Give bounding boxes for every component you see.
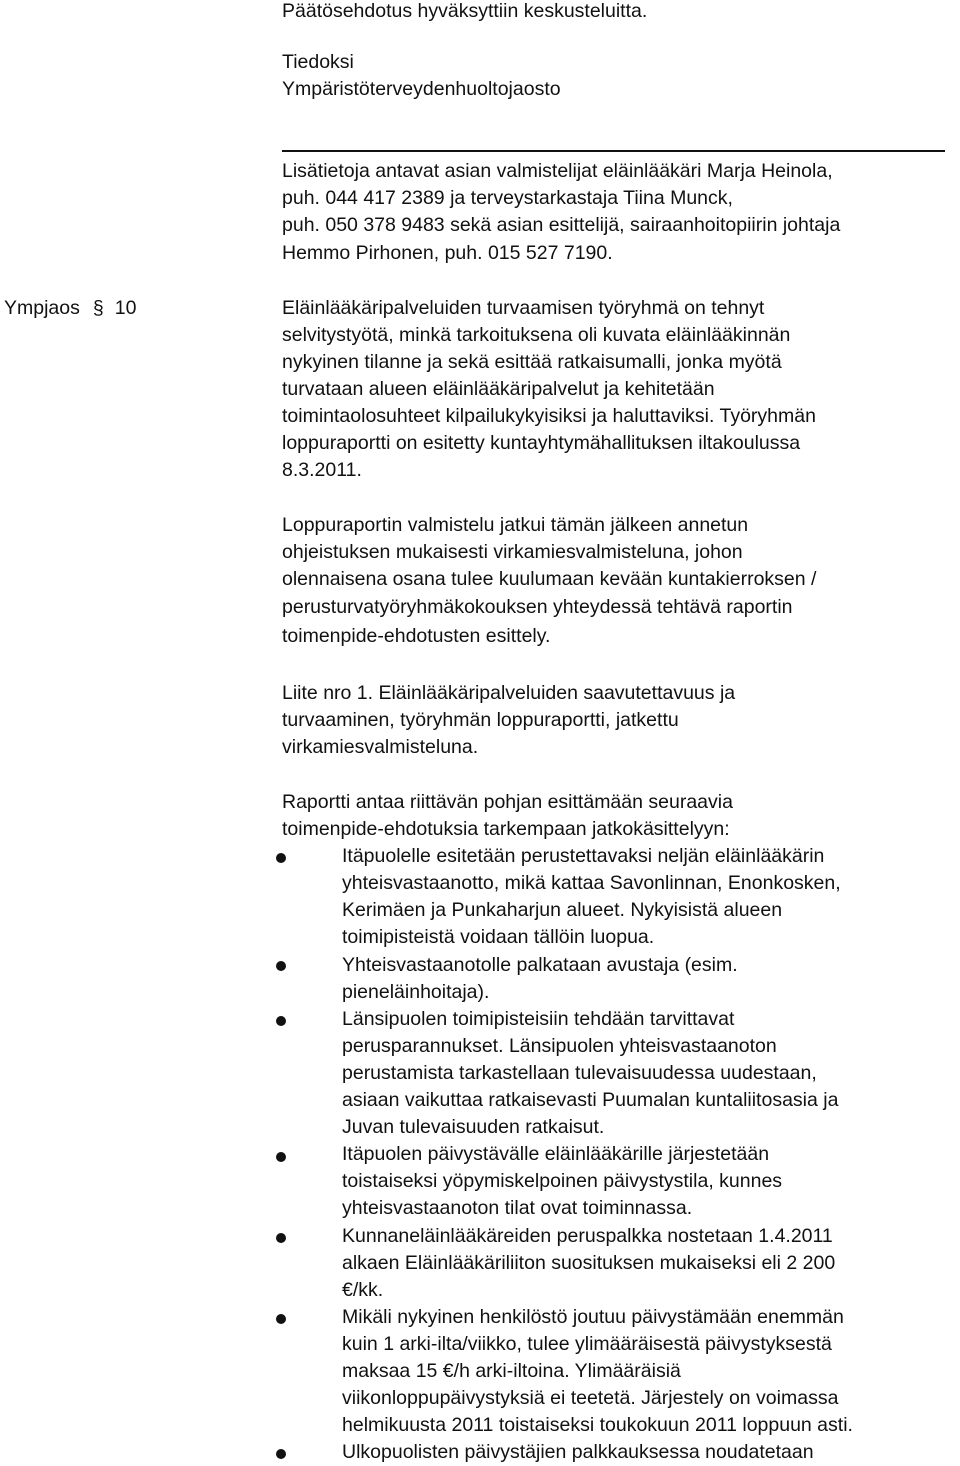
list-item-line: toistaiseksi yöpymiskelpoinen päivystystila, kunnes [342,1170,783,1192]
body-line: 8.3.2011. [282,459,362,481]
section-heading [4,295,136,322]
bullet-icon [276,1016,286,1026]
body-line: nykyinen tilanne ja sekä esittää ratkaisumalli, jonka myötä [282,351,782,373]
list-item-line: pieneläinhoitaja). [342,981,490,1003]
contact-line: Lisätietoja antavat asian valmistelijat eläinlääkäri Marja Heinola, [282,160,833,182]
body-line: toimintaolosuhteet kilpailukykyisiksi ja haluttaviksi. Työryhmän [282,405,816,427]
decision-text: Päätösehdotus hyväksyttiin keskusteluitta. [282,0,648,22]
list-item-line: kuin 1 arki-ilta/viikko, tulee ylimääräisestä päivystyksestä [342,1333,832,1355]
list-item-line: toimipisteistä voidaan tällöin luopua. [342,926,655,948]
body-line: turvaaminen, työryhmän loppuraportti, jatkettu [282,709,679,731]
list-item-line: asiaan vaikuttaa ratkaisevasti Puumalan kuntaliitosasia ja [342,1089,839,1111]
body-line: toimenpide-ehdotuksia tarkempaan jatkokäsittelyyn: [282,818,730,840]
body-line: perusturvatyöryhmäkokouksen yhteydessä tehtävä raportin [282,596,793,618]
body-line: virkamiesvalmisteluna. [282,736,479,758]
list-item-line: Itäpuolelle esitetään perustettavaksi neljän eläinlääkärin [342,845,825,867]
body-line: Liite nro 1. Eläinlääkäripalveluiden saavutettavuus ja [282,682,736,704]
list-item-line: helmikuusta 2011 toistaiseksi toukokuun 2011 loppuun asti. [342,1414,853,1436]
body-line: Loppuraportin valmistelu jatkui tämän jälkeen annetun [282,514,749,536]
contact-line: puh. 044 417 2389 ja terveystarkastaja Tiina Munck, [282,187,733,209]
bullet-icon [276,1314,286,1324]
contact-line: puh. 050 378 9483 sekä asian esittelijä, sairaanhoitopiirin johtaja [282,214,841,236]
list-item-line: viikonloppupäivystyksiä ei teetetä. Järjestely on voimassa [342,1387,839,1409]
list-item-line: alkaen Eläinlääkäriliiton suosituksen mukaiseksi eli 2 200 [342,1252,836,1274]
info-label: Tiedoksi [282,51,354,73]
section-number: 10 [114,297,137,319]
list-item-line: Yhteisvastaanotolle palkataan avustaja (esim. [342,954,738,976]
list-item-line: Kerimäen ja Punkaharjun alueet. Nykyisistä alueen [342,899,783,921]
body-line: toimenpide-ehdotusten esittely. [282,625,551,647]
section-sign: § [92,297,104,319]
list-item-line: Itäpuolen päivystävälle eläinlääkärille järjestetään [342,1143,770,1165]
contact-line: Hemmo Pirhonen, puh. 015 527 7190. [282,242,613,264]
list-item-line: Juvan tulevaisuuden ratkaisut. [342,1116,605,1138]
body-line: ohjeistuksen mukaisesti virkamiesvalmisteluna, johon [282,541,743,563]
list-item-line: Ulkopuolisten päivystäjien palkkauksessa noudatetaan [342,1441,814,1463]
list-item-line: yhteisvastaanotto, mikä kattaa Savonlinnan, Enonkosken, [342,872,841,894]
info-recipient: Ympäristöterveydenhuoltojaosto [282,78,561,100]
body-line: olennaisena osana tulee kuulumaan kevään kuntakierroksen / [282,568,817,590]
body-line: loppuraportti on esitetty kuntayhtymähallituksen iltakoulussa [282,432,801,454]
body-line: selvitystyötä, minkä tarkoituksena oli kuvata eläinlääkinnän [282,324,791,346]
list-item-line: perustamista tarkastellaan tulevaisuudessa uudestaan, [342,1062,817,1084]
list-item-line: maksaa 15 €/h arki-iltoina. Ylimääräisiä [342,1360,681,1382]
list-item-line: Mikäli nykyinen henkilöstö joutuu päivystämään enemmän [342,1306,844,1328]
bullet-icon [276,1449,286,1459]
list-item-line: yhteisvastaanoton tilat ovat toiminnassa. [342,1197,693,1219]
body-line: turvataan alueen eläinlääkäripalvelut ja kehitetään [282,378,715,400]
body-line: Eläinlääkäripalveluiden turvaamisen työryhmä on tehnyt [282,297,765,319]
bullet-icon [276,853,286,863]
list-item-line: €/kk. [342,1279,384,1301]
list-item-line: perusparannukset. Länsipuolen yhteisvastaanoton [342,1035,777,1057]
list-item-line: Länsipuolen toimipisteisiin tehdään tarvittavat [342,1008,735,1030]
separator-rule [282,150,945,152]
body-line: Raportti antaa riittävän pohjan esittämään seuraavia [282,791,733,813]
bullet-icon [276,1233,286,1243]
bullet-icon [276,961,286,971]
bullet-icon [276,1152,286,1162]
section-label: Ympjaos [4,297,80,319]
list-item-line: Kunnaneläinlääkäreiden peruspalkka nostetaan 1.4.2011 [342,1225,833,1247]
